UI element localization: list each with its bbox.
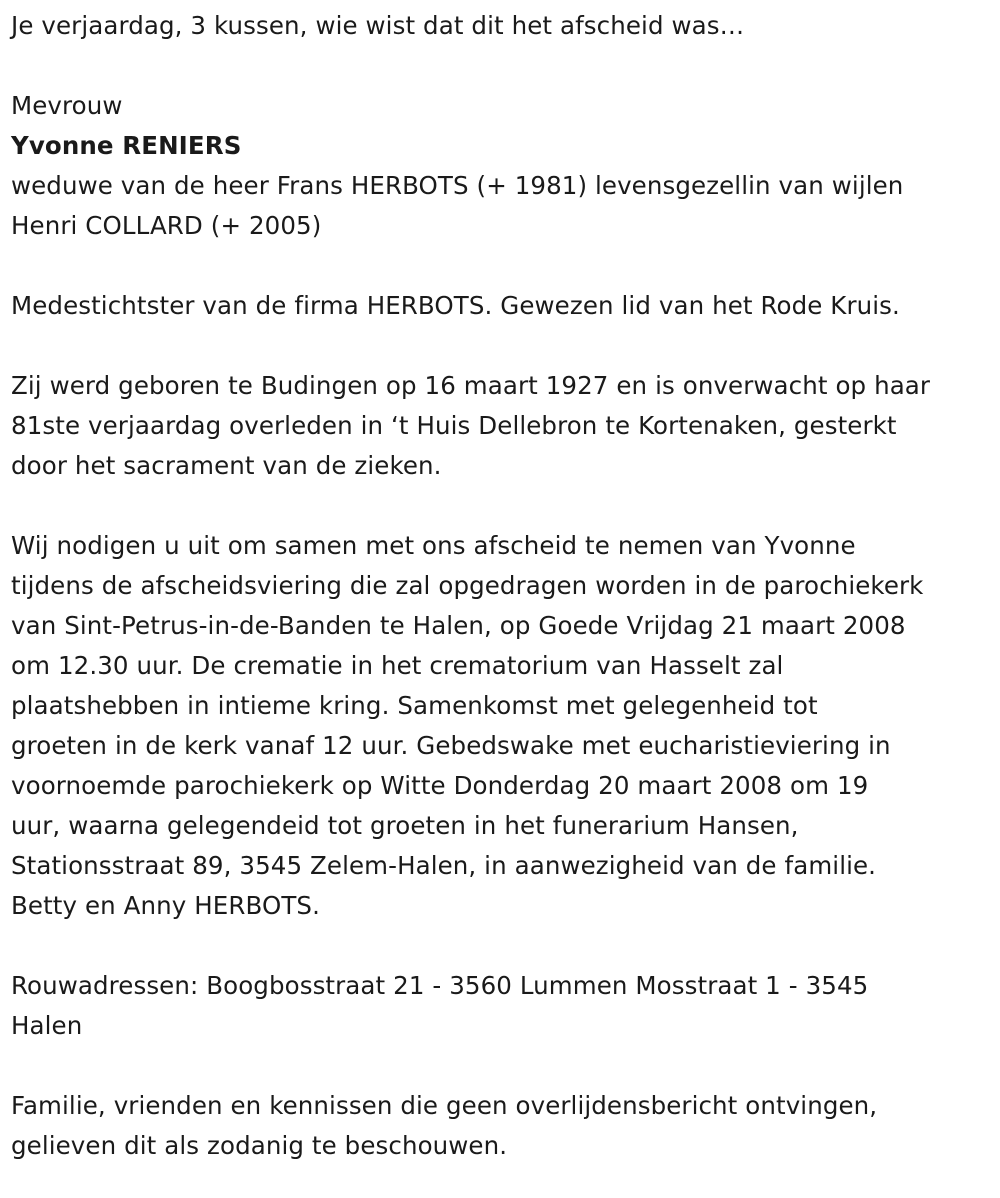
invite-line: groeten in de kerk vanaf 12 uur. Gebedswake met eucharistieviering in: [11, 731, 891, 760]
closing-line: Familie, vrienden en kennissen die geen overlijdensbericht ontvingen,: [11, 1091, 878, 1120]
spacer: [11, 486, 993, 526]
cofounder-line: Medestichtster van de firma HERBOTS. Gewezen lid van het Rode Kruis.: [11, 291, 900, 320]
address-line: Halen: [11, 1011, 83, 1040]
invite-line: plaatshebben in intieme kring. Samenkomst met gelegenheid tot: [11, 691, 818, 720]
deceased-name: Yvonne RENIERS: [11, 131, 242, 160]
spacer: [11, 926, 993, 966]
spacer: [11, 326, 993, 366]
salutation: Mevrouw: [11, 91, 123, 120]
intro-line: Je verjaardag, 3 kussen, wie wist dat dit het afscheid was…: [11, 11, 745, 40]
birth-line: Zij werd geboren te Budingen op 16 maart 1927 en is onverwacht op haar: [11, 371, 931, 400]
address-line: Rouwadressen: Boogbosstraat 21 - 3560 Lummen Mosstraat 1 - 3545: [11, 971, 869, 1000]
widow-line: Henri COLLARD (+ 2005): [11, 211, 322, 240]
widow-line: weduwe van de heer Frans HERBOTS (+ 1981) levensgezellin van wijlen: [11, 171, 904, 200]
invite-line: Wij nodigen u uit om samen met ons afscheid te nemen van Yvonne: [11, 531, 856, 560]
spacer: [11, 246, 993, 286]
birth-line: door het sacrament van de zieken.: [11, 451, 442, 480]
invite-line: Betty en Anny HERBOTS.: [11, 891, 320, 920]
invite-line: om 12.30 uur. De crematie in het crematorium van Hasselt zal: [11, 651, 784, 680]
invite-line: tijdens de afscheidsviering die zal opgedragen worden in de parochiekerk: [11, 571, 924, 600]
invite-line: voornoemde parochiekerk op Witte Donderdag 20 maart 2008 om 19: [11, 771, 869, 800]
spacer: [11, 46, 993, 86]
invite-line: uur, waarna gelegendeid tot groeten in het funerarium Hansen,: [11, 811, 799, 840]
birth-line: 81ste verjaardag overleden in ‘t Huis Dellebron te Kortenaken, gesterkt: [11, 411, 897, 440]
closing-line: gelieven dit als zodanig te beschouwen.: [11, 1131, 508, 1160]
obituary-text: [11, 6, 993, 1166]
spacer: [11, 1046, 993, 1086]
invite-line: Stationsstraat 89, 3545 Zelem-Halen, in aanwezigheid van de familie.: [11, 851, 877, 880]
invite-line: van Sint-Petrus-in-de-Banden te Halen, op Goede Vrijdag 21 maart 2008: [11, 611, 906, 640]
